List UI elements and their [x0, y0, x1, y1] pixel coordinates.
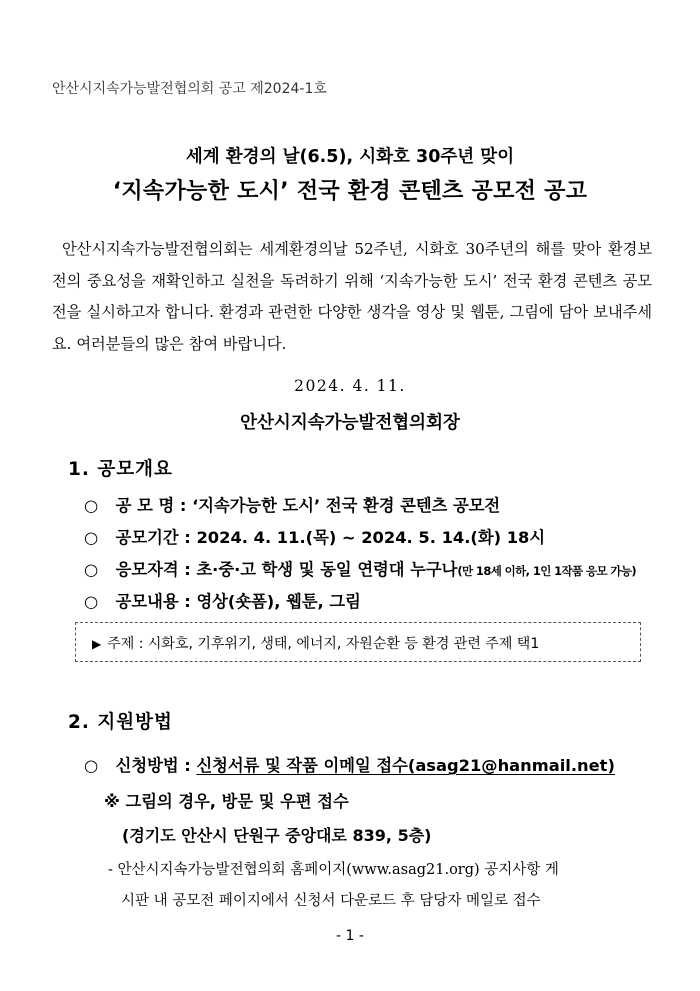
download-instruction-line1: - 안산시지속가능발전협의회 홈페이지(www.asag21.org) 공지사항 게 [108, 862, 559, 878]
section-heading-application: 2. 지원방법 [68, 712, 173, 733]
overview-item-name [84, 492, 500, 516]
document-title: ‘지속가능한 도시’ 전국 환경 콘텐츠 공모전 공고 [112, 179, 588, 204]
application-method [84, 752, 615, 776]
item-value: 초·중·고 학생 및 동일 연령대 누구나 [196, 560, 458, 579]
notice-date: 2024. 4. 11. [294, 377, 406, 395]
circle-bullet-icon: ○ [84, 592, 99, 611]
item-label: 공 모 명 [115, 496, 175, 515]
circle-bullet-icon: ○ [84, 560, 99, 579]
overview-item-content [84, 588, 361, 612]
circle-bullet-icon: ○ [84, 496, 99, 515]
council-chair: 안산시지속가능발전협의회장 [240, 413, 460, 433]
email-link[interactable]: (asag21@hanmail.net) [407, 756, 615, 775]
item-value: 2024. 4. 11.(목) ~ 2024. 5. 14.(화) 18시 [196, 528, 546, 547]
method-value [196, 756, 614, 775]
method-separator: : [184, 756, 191, 775]
item-label: 공모기간 [115, 528, 179, 547]
page-number: - 1 - [336, 928, 364, 944]
circle-bullet-icon: ○ [84, 528, 99, 547]
method-value-text: 신청서류 및 작품 이메일 접수 [196, 756, 408, 775]
triangle-right-icon: ▶ [92, 637, 102, 651]
topic-box [75, 622, 641, 662]
item-label: 응모자격 [115, 560, 179, 579]
office-address: (경기도 안산시 단원구 중앙대로 839, 5층) [122, 826, 432, 845]
item-separator: : [184, 560, 191, 579]
document-subtitle: 세계 환경의 날(6.5), 시화호 30주년 맞이 [185, 147, 515, 167]
eligibility-note: (만 18세 이하, 1인 1작품 응모 가능) [457, 564, 637, 578]
item-value: ‘지속가능한 도시’ 전국 환경 콘텐츠 공모전 [192, 496, 501, 515]
notice-number: 안산시지속가능발전협의회 공고 제2024-1호 [52, 81, 327, 97]
download-instruction-line2: 시판 내 공모전 페이지에서 신청서 다운로드 후 담당자 메일로 접수 [121, 893, 541, 909]
method-label: 신청방법 [115, 756, 179, 775]
item-separator: : [184, 528, 191, 547]
topic-value: 주제 : 시화호, 기후위기, 생태, 에너지, 자원순환 등 환경 관련 주제 택1 [107, 636, 540, 652]
drawing-note: ※ 그림의 경우, 방문 및 우편 접수 [104, 792, 349, 811]
section-heading-overview: 1. 공모개요 [68, 459, 173, 480]
item-label: 공모내용 [115, 592, 179, 611]
item-separator: : [179, 496, 187, 515]
topic-text [92, 633, 539, 653]
overview-item-eligibility [84, 556, 636, 580]
item-separator: : [184, 592, 191, 611]
circle-bullet-icon: ○ [84, 756, 99, 775]
item-value: 영상(숏폼), 웹툰, 그림 [196, 592, 361, 611]
intro-paragraph: 안산시지속가능발전협의회는 세계환경의날 52주년, 시화호 30주년의 해를 맞아 환경보전의 중요성을 재확인하고 실천을 독려하기 위해 ‘지속가능한 도시’ 전국 환경 콘텐츠 공모전을 실시하고자 합니다. 환경과 관련한 다양한 생각을 영상 및 웹툰, 그림에 담아 보내주세요. 여러분들의 많은 참여 바랍니다. [52, 240, 652, 353]
overview-item-period [84, 524, 545, 548]
